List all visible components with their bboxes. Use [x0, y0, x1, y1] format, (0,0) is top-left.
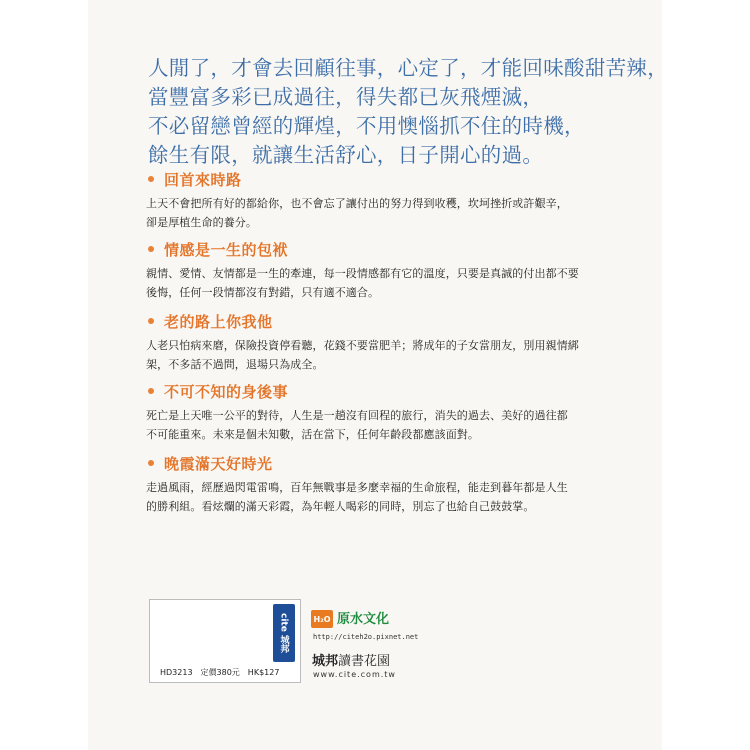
section-heading [146, 168, 616, 190]
section-4 [146, 380, 616, 444]
section-3 [146, 310, 616, 374]
section-body [146, 406, 616, 444]
section-line: 架，不多話不過問，退場只為成全。 [146, 358, 324, 371]
bullet-icon [148, 318, 154, 324]
intro-line: 人閒了，才會去回顧往事，心定了，才能回味酸甜苦辣， [148, 56, 668, 80]
section-2 [146, 238, 616, 302]
cite-logo: cite 城邦 [273, 604, 295, 662]
section-line: 死亡是上天唯一公平的對待，人生是一趟沒有回程的旅行，消失的過去、美好的過往都 [146, 409, 568, 422]
section-heading [146, 310, 616, 332]
section-1 [146, 168, 616, 232]
section-line: 的勝利組。看炫爛的滿天彩霞，為年輕人喝彩的同時，別忘了也給自己鼓鼓掌。 [146, 500, 535, 513]
section-line: 不可能重來。未來是個未知數，活在當下，任何年齡段都應該面對。 [146, 428, 479, 441]
garden-name [312, 650, 390, 669]
section-line: 人老只怕病來磨，保險投資停看聽，花錢不要當肥羊；將成年的子女當朋友，別用親情綁 [146, 339, 579, 352]
bullet-icon [148, 388, 154, 394]
section-line: 後悔，任何一段情都沒有對錯，只有適不適合。 [146, 286, 380, 299]
section-body [146, 194, 616, 232]
section-5 [146, 452, 616, 516]
bullet-icon [148, 176, 154, 182]
price-label: HD3213 定價380元 HK$127 [160, 668, 280, 677]
bullet-icon [148, 460, 154, 466]
section-line: 親情、愛情、友情都是一生的牽連，每一段情感都有它的溫度，只要是真誠的付出都不要 [146, 267, 579, 280]
section-line: 上天不會把所有好的都給你，也不會忘了讓付出的努力得到收穫，坎坷挫折或許艱辛， [146, 197, 568, 210]
h2o-logo-icon: H₂O [311, 610, 333, 628]
section-heading [146, 380, 616, 402]
section-title: 晚霞滿天好時光 [164, 454, 273, 473]
section-body [146, 264, 616, 302]
section-body [146, 336, 616, 374]
intro-line: 不必留戀曾經的輝煌，不用懊惱抓不住的時機， [148, 114, 585, 138]
site-url: www.cite.com.tw [313, 670, 396, 679]
garden-name-part-1: 城邦 [312, 654, 339, 669]
publisher-url: http://citeh2o.pixnet.net [313, 633, 419, 641]
section-title: 不可不知的身後事 [164, 382, 289, 401]
section-line: 卻是厚植生命的養分。 [146, 216, 257, 229]
section-title: 情感是一生的包袱 [164, 240, 289, 259]
section-heading [146, 452, 616, 474]
section-title: 老的路上你我他 [164, 312, 273, 331]
bullet-icon [148, 246, 154, 252]
section-line: 走過風雨，經歷過閃電雷鳴，百年無戰事是多麼幸福的生命旅程，能走到暮年都是人生 [146, 481, 568, 494]
section-heading [146, 238, 616, 260]
intro-line: 餘生有限，就讓生活舒心，日子開心的過。 [148, 143, 544, 167]
intro-poem [148, 54, 668, 170]
section-title: 回首來時路 [164, 170, 242, 189]
intro-line: 當豐富多彩已成過往，得失都已灰飛煙滅， [148, 85, 544, 109]
section-body [146, 478, 616, 516]
garden-name-part-2: 讀書花園 [338, 654, 391, 669]
publisher-name: 原水文化 [337, 612, 390, 627]
